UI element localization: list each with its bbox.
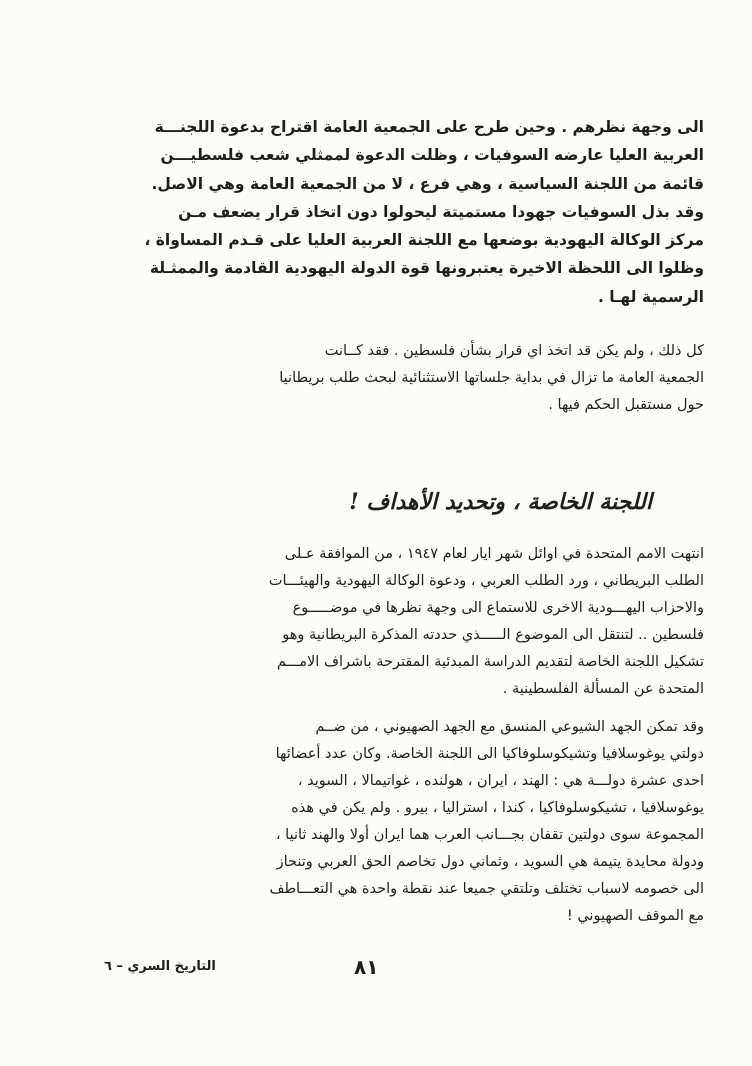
text-line: مركز الوكالة اليهودية بوضعها مع اللجنة العربية العليا على قـدم المساواة ، <box>144 231 704 250</box>
page-footer <box>92 955 704 985</box>
text-line: كل ذلك ، ولم يكن قد اتخذ اي قرار بشأن فلسطين . فقد كــانت <box>324 343 704 359</box>
text-line: الرسمية لهـا . <box>598 287 704 306</box>
text-line: الطلب البريطاني ، ورد الطلب العربي ، ودعوة الوكالة اليهودية والهيئـــات <box>268 573 704 589</box>
text-line: انتهت الامم المتحدة في اوائل شهر ايار لعام ١٩٤٧ ، من الموافقة عـلى <box>284 546 704 562</box>
text-line: الجمعية العامة ما تزال في بداية جلساتها الاستثنائية لبحث طلب بريطانيا <box>279 370 704 386</box>
text-line: مع الموقف الصهيوني ! <box>566 908 704 924</box>
page-number: ٨١ <box>354 955 379 979</box>
section-heading: اللجنة الخاصة ، وتحديد الأهداف ! <box>349 489 652 515</box>
text-line: فلسطين .. لتنتقل الى الموضوع الـــــذي حددته المذكرة البريطانية وهو <box>282 627 704 643</box>
text-line: تشكيل اللجنة الخاصة لتقديم الدراسة المبدئية المقترحة باشراف الامـــم <box>276 654 704 670</box>
text-line: احدى عشرة دولـــة هي : الهند ، ايران ، هولنده ، غواتيمالا ، السويد ، <box>297 773 704 789</box>
text-line: الى خصومه لاسباب تختلف وتلتقي جميعا عند نقطة واحدة هي التعـــاطف <box>269 881 704 897</box>
text-line: دولتي يوغوسلافيا وتشيكوسلوفاكيا الى اللجنة الخاصة. وكان عدد أعضائها <box>275 746 704 762</box>
text-line: يوغوسلافيا ، تشيكوسلوفاكيا ، كندا ، استراليا ، بيرو . ولم يكن في هذه <box>291 800 704 816</box>
text-line: قائمة من اللجنة السياسية ، وهي فرع ، لا من الجمعية العامة وهي الاصل. <box>151 174 704 193</box>
text-line: الى وجهة نظرهم . وحين طرح على الجمعية العامة اقتراح بدعوة اللجنـــة <box>154 118 704 136</box>
paragraph-1 <box>92 338 704 419</box>
paragraph-3 <box>92 714 704 930</box>
text-line: وقد بذل السوفيات جهودا مستميتة ليحولوا دون اتخاذ قرار يضعف مـن <box>178 202 704 221</box>
paragraph-2 <box>92 541 704 703</box>
text-line: العربية العليا عارضه السوفيات ، وظلت الدعوة لممثلي شعب فلسطيـــن <box>160 146 704 165</box>
text-line: المتحدة عن المسألة الفلسطينية . <box>502 681 704 697</box>
running-title: التاريخ السري – ٦ <box>104 959 216 974</box>
text-line: والاحزاب اليهـــودية الاخرى للاستماع الى وجهة نظرها في موضـــــوع <box>292 600 704 616</box>
paragraph-bold <box>92 113 704 311</box>
text-line: وقد تمكن الجهد الشيوعي المنسق مع الجهد الصهيوني ، من ضــم <box>315 719 704 735</box>
text-line: حول مستقبل الحكم فيها . <box>548 397 704 413</box>
text-line: المجموعة سوى دولتين تقفان بجـــانب العرب هما ايران أولا والهند ثانيا ، <box>275 827 704 843</box>
text-line: ودولة محايدة يتيمة هي السويد ، وثماني دول تخاصم الحق العربي وتنحاز <box>276 854 704 870</box>
text-line: وظلوا الى اللحظة الاخيرة يعتبرونها قوة الدولة اليهودية القادمة والممثـلة <box>149 259 704 278</box>
